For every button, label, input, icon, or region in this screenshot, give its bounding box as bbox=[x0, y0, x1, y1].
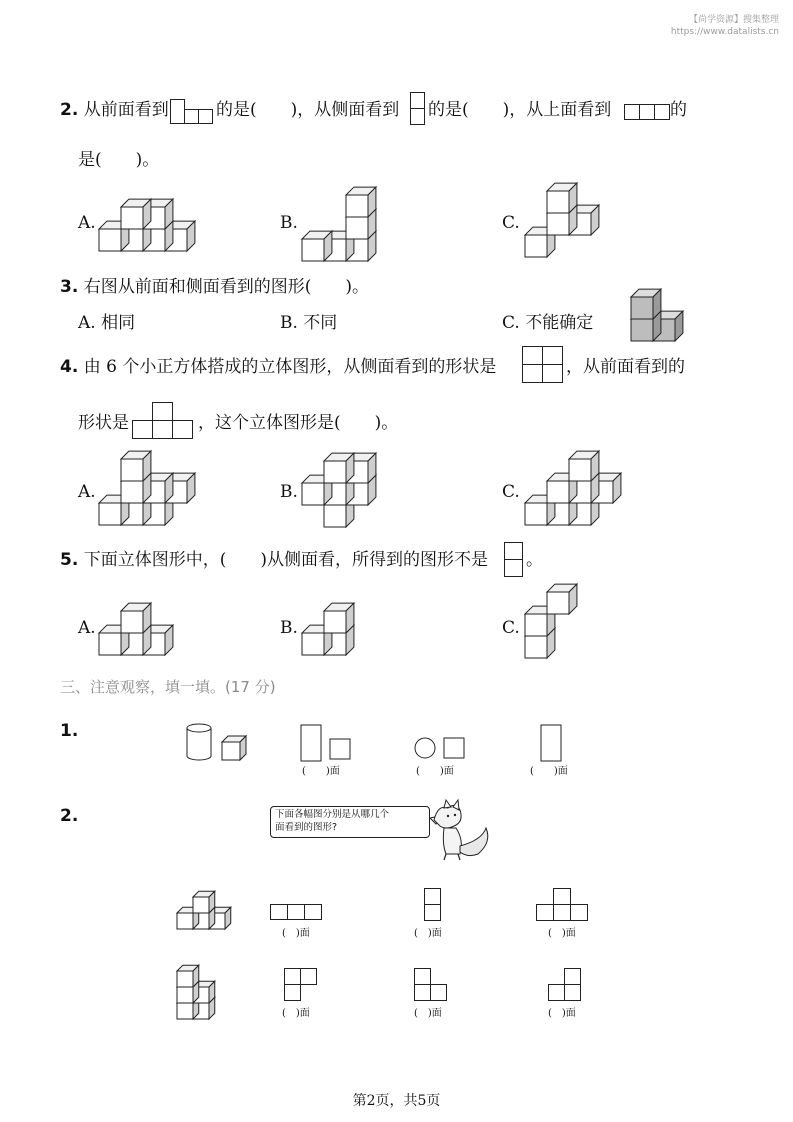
cube-figure-q2-b bbox=[301, 182, 391, 262]
cube-face bbox=[324, 611, 346, 633]
question-text: 的是( )，从侧面看到 bbox=[216, 100, 400, 120]
speech-bubble-line2: 面看到的图形? bbox=[275, 822, 338, 833]
cube-face bbox=[324, 505, 346, 527]
option-a-label: A. bbox=[78, 213, 96, 233]
question-text: 的是( )，从上面看到 bbox=[428, 100, 612, 120]
option-c-label: C. bbox=[502, 213, 520, 233]
cube-figure-s3-2 bbox=[176, 966, 236, 1020]
cube-figure-q4-c bbox=[524, 458, 624, 526]
cube-figure-q2-c bbox=[524, 190, 620, 258]
watermark-line1: 【尚学资源】搜集整理 bbox=[688, 15, 779, 25]
watermark-line2: https://www.datalists.cn bbox=[670, 27, 779, 37]
blank-label: ( )面 bbox=[302, 766, 340, 777]
cube-face bbox=[631, 297, 653, 319]
cube-face bbox=[193, 897, 209, 913]
page-number-footer: 第2页，共5页 bbox=[352, 1093, 441, 1109]
speech-bubble-line1: 下面各幅图分别是从哪几个 bbox=[275, 809, 390, 820]
question-number: 2. bbox=[60, 100, 79, 120]
cube-figure-q5-c bbox=[524, 593, 568, 659]
question-number: 3. bbox=[60, 277, 79, 297]
view-shape-two-stacked bbox=[424, 888, 444, 924]
option-b-label: B. 不同 bbox=[280, 313, 338, 333]
question-text: 下面立体图形中，( )从侧面看，所得到的图形不是 bbox=[83, 550, 488, 570]
side-view-shape-icon bbox=[410, 92, 428, 128]
view-shape-l-shape-a bbox=[284, 968, 324, 1004]
blank-label: ( )面 bbox=[548, 928, 576, 939]
cube-face bbox=[302, 483, 324, 505]
cube-face bbox=[525, 614, 547, 636]
question-text: 形状是 bbox=[78, 413, 129, 433]
view-shape-three-in-row bbox=[270, 904, 326, 922]
cube-face bbox=[346, 195, 368, 217]
question-text: 由 6 个小正方体搭成的立体图形，从侧面看到的形状是 bbox=[83, 357, 497, 377]
section-3-title: 三、注意观察，填一填。(17 分) bbox=[60, 678, 276, 696]
cube-face bbox=[525, 636, 547, 658]
option-b-label: B. bbox=[280, 213, 298, 233]
cube-face bbox=[121, 207, 143, 229]
view-shape-l-shape-b bbox=[414, 968, 454, 1004]
question-text: 的 bbox=[670, 100, 687, 120]
cube-face bbox=[121, 459, 143, 481]
cube-face bbox=[121, 481, 143, 503]
cube-figure-s3-1 bbox=[176, 880, 248, 930]
question-number: 4. bbox=[60, 357, 79, 377]
cube-face bbox=[177, 971, 193, 987]
front-view-shape-icon bbox=[170, 99, 216, 125]
view-shape-l-shape-c bbox=[548, 968, 588, 1004]
cube-figure-q3-gray bbox=[630, 278, 694, 342]
cube-face bbox=[346, 217, 368, 239]
cube-face bbox=[99, 229, 121, 251]
front-view-shape-icon bbox=[132, 402, 198, 442]
question-text: 右图从前面和侧面看到的图形( )。 bbox=[83, 277, 369, 297]
cube-face bbox=[547, 191, 569, 213]
cube-face bbox=[99, 633, 121, 655]
speech-bubble bbox=[270, 806, 430, 838]
option-b-label: B. bbox=[280, 618, 298, 638]
cube-face bbox=[324, 461, 346, 483]
cube-face bbox=[525, 503, 547, 525]
top-view-shape-icon bbox=[624, 104, 672, 122]
view-shape-rect bbox=[540, 724, 564, 764]
option-b-label: B. bbox=[280, 482, 298, 502]
cube-figure-q5-a bbox=[98, 596, 188, 656]
view-shape-t-shape bbox=[536, 888, 592, 924]
question-number: 1. bbox=[60, 721, 79, 741]
option-a-label: A. bbox=[78, 482, 96, 502]
cube-face bbox=[177, 1003, 193, 1019]
watermark bbox=[671, 14, 779, 38]
cube-face bbox=[547, 481, 569, 503]
blank-label: ( )面 bbox=[414, 928, 442, 939]
cube-face bbox=[547, 213, 569, 235]
cube-face bbox=[177, 913, 193, 929]
fox-mascot-icon bbox=[420, 800, 500, 862]
question-number: 2. bbox=[60, 806, 79, 826]
side-view-shape-icon bbox=[504, 542, 526, 580]
cube-face bbox=[302, 633, 324, 655]
cube-figure-q4-b bbox=[301, 458, 391, 528]
question-5-line1 bbox=[60, 550, 488, 570]
blank-label: ( )面 bbox=[548, 1008, 576, 1019]
cube-face bbox=[547, 592, 569, 614]
view-shape-rect-and-square bbox=[300, 724, 356, 764]
blank-label: ( )面 bbox=[282, 928, 310, 939]
cube-face bbox=[569, 459, 591, 481]
view-shape-circle-and-square bbox=[414, 736, 470, 762]
cube-figure-q4-a bbox=[98, 458, 198, 526]
blank-label: ( )面 bbox=[414, 1008, 442, 1019]
question-text: 是( )。 bbox=[78, 150, 160, 170]
question-4-line1 bbox=[60, 357, 496, 377]
blank-label: ( )面 bbox=[282, 1008, 310, 1019]
cube-face bbox=[631, 319, 653, 341]
cube-figure-q5-b bbox=[301, 596, 365, 656]
cube-face bbox=[302, 239, 324, 261]
question-text: ，这个立体图形是( )。 bbox=[198, 413, 399, 433]
cylinder-and-cube-figure bbox=[186, 720, 256, 764]
question-text: 从前面看到 bbox=[83, 100, 169, 120]
option-a-label: A. 相同 bbox=[78, 313, 136, 333]
question-text: ，从前面看到的 bbox=[566, 357, 685, 377]
question-number: 5. bbox=[60, 550, 79, 570]
cube-face bbox=[177, 987, 193, 1003]
cube-figure-q2-a bbox=[98, 190, 208, 252]
question-text: 。 bbox=[526, 550, 543, 570]
question-2-line1 bbox=[60, 100, 169, 120]
cube-face bbox=[99, 503, 121, 525]
option-a-label: A. bbox=[78, 618, 96, 638]
side-view-shape-icon bbox=[522, 346, 568, 384]
question-3-line1 bbox=[60, 277, 369, 297]
option-c-label: C. bbox=[502, 618, 520, 638]
blank-label: ( )面 bbox=[530, 766, 568, 777]
cube-face bbox=[121, 611, 143, 633]
option-c-label: C. 不能确定 bbox=[502, 313, 594, 333]
cube-face bbox=[525, 235, 547, 257]
option-c-label: C. bbox=[502, 482, 520, 502]
blank-label: ( )面 bbox=[416, 766, 454, 777]
